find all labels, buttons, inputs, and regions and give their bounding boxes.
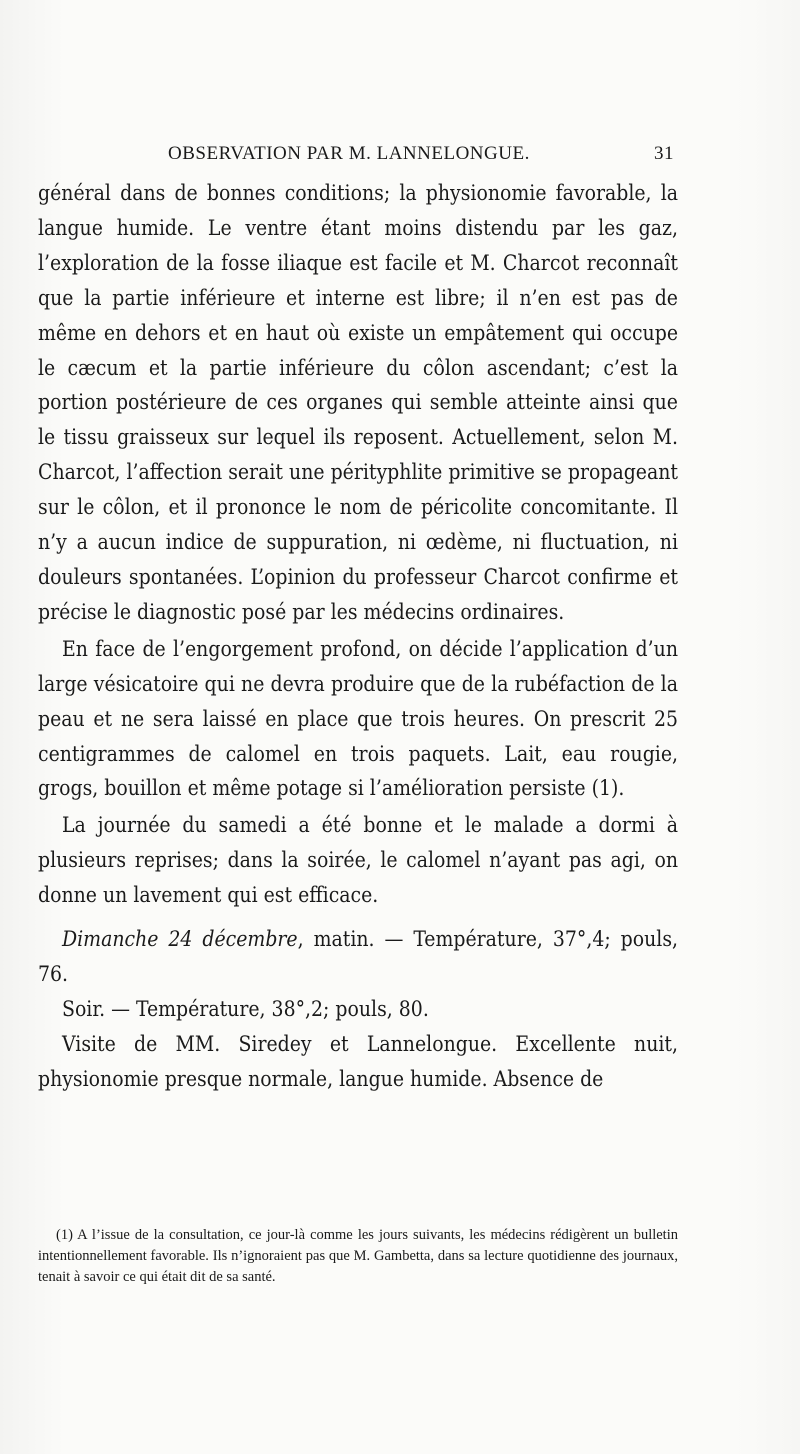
paragraph-3: La journée du samedi a été bonne et le malade a dormi à plusieurs reprises; dans la soirée, le calomel n’ayant pas agi, on donne un lavement qui est efficace. bbox=[38, 813, 678, 908]
paragraph-4 bbox=[38, 922, 678, 992]
date-dimanche: Dimanche 24 décembre bbox=[62, 927, 298, 952]
running-title: OBSERVATION PAR M. LANNELONGUE. bbox=[168, 143, 530, 164]
page-number: 31 bbox=[654, 143, 674, 164]
footnote-text: (1) A l’issue de la consultation, ce jour-là comme les jours suivants, les médecins rédigèrent un bulletin intentionnellement favorable. Ils n’ignoraient pas que M. Gambetta, dans sa lecture quotidienne des journaux, tenait à savoir ce qui était dit de sa santé. bbox=[38, 1227, 678, 1285]
paragraph-6: Visite de MM. Siredey et Lannelongue. Excellente nuit, physionomie presque normale, langue humide. Absence de bbox=[38, 1031, 678, 1091]
paragraph-5: Soir. — Température, 38°,2; pouls, 80. bbox=[62, 996, 429, 1021]
paragraph-2: En face de l’engorgement profond, on décide l’application d’un large vésicatoire qui ne devra produire que de la rubéfaction de la peau et ne sera laissé en place que trois heures. On prescrit 25 centigrammes de calomel en trois paquets. Lait, eau rougie, grogs, bouillon et même potage si l’amélioration persiste (1). bbox=[38, 636, 678, 801]
page-header bbox=[38, 143, 674, 171]
paragraph-1: général dans de bonnes conditions; la physionomie favorable, la langue humide. Le ventre étant moins distendu par les gaz, l’exploration de la fosse iliaque est facile et M. Charcot reconnaît que la partie inférieure et interne est libre; il n’en est pas de même en dehors et en haut où existe un empâtement qui occupe le cæcum et la partie inférieure du côlon ascendant; c’est la portion postérieure de ces organes qui semble atteinte ainsi que le tissu graisseux sur lequel ils reposent. Actuellement, selon M. Charcot, l’affection serait une pérityphlite primitive se propageant sur le côlon, et il prononce le nom de péricolite concomitante. Il n’y a aucun indice de suppuration, ni œdème, ni fluctuation, ni douleurs spontanées. L’opinion du professeur Charcot confirme et précise le diagnostic posé par les médecins ordinaires. bbox=[38, 181, 678, 624]
paragraph-4-rest: , matin. — Température, 37°,4; pouls, 76. bbox=[38, 927, 679, 986]
footnote bbox=[38, 1225, 678, 1288]
body-text bbox=[38, 176, 678, 1097]
